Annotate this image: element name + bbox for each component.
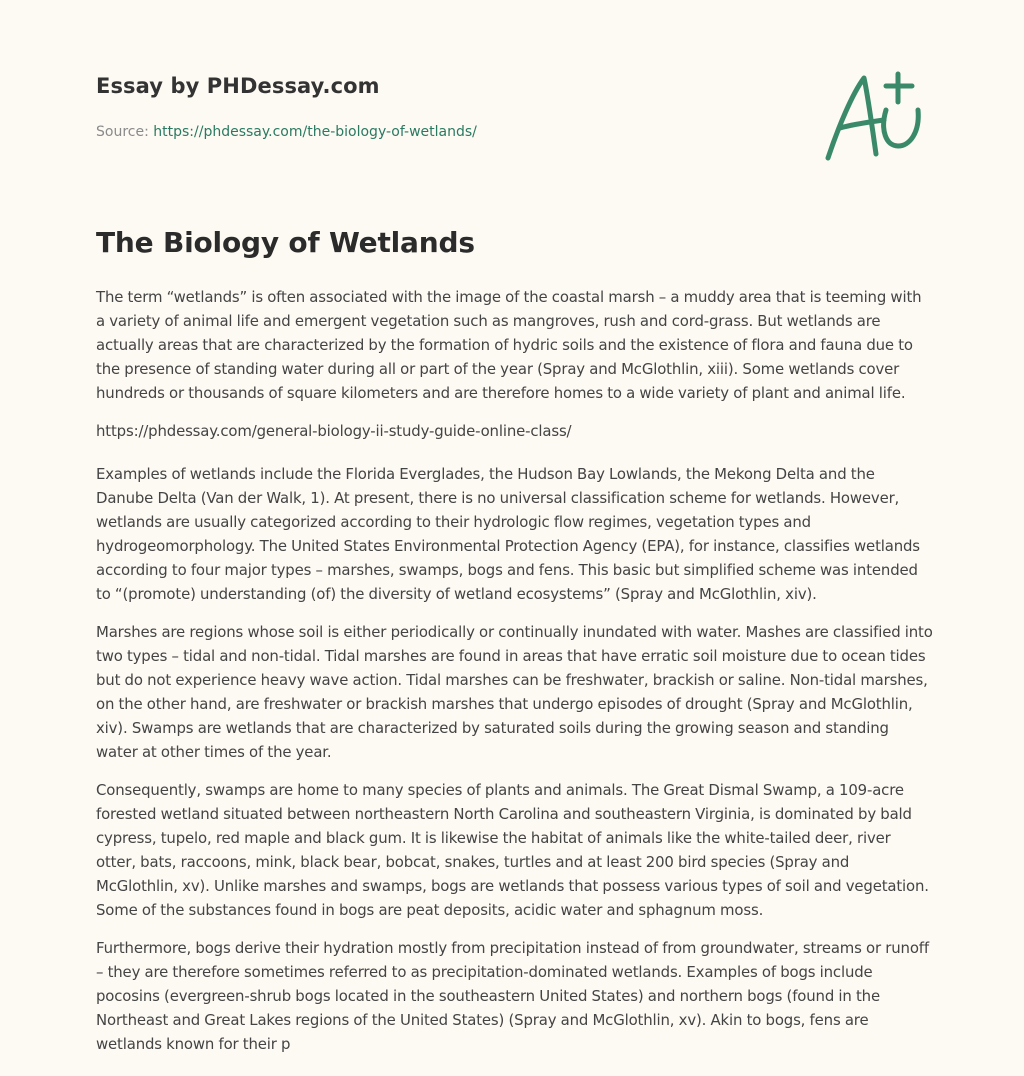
brand-title: Essay by PHDessay.com [96, 74, 380, 98]
source-label: Source: [96, 124, 154, 140]
source-link[interactable]: https://phdessay.com/the-biology-of-wetlands/ [153, 124, 477, 140]
essay-title: The Biology of Wetlands [96, 226, 475, 259]
a-plus-logo-icon [820, 66, 930, 166]
paragraph-3: Marshes are regions whose soil is either periodically or continually inundated with water. Mashes are classified into two types – tidal and non-tidal. Tidal marshes are found in areas that have erratic soil moisture due to ocean tides but do not experience heavy wave action. Tidal marshes can be freshwater, brackish or saline. Non-tidal marshes, on the other hand, are freshwater or brackish marshes that undergo episodes of drought (Spray and McGlothlin, xiv). Swamps are wetlands that are characterized by saturated soils during the growing season and standing water at other times of the year. [96, 623, 933, 761]
paragraph-4: Consequently, swamps are home to many species of plants and animals. The Great Dismal Swamp, a 109-acre forested wetland situated between northeastern North Carolina and southeastern Virginia, is dominated by bald cypress, tupelo, red maple and black gum. It is likewise the habitat of animals like the white-tailed deer, river otter, bats, raccoons, mink, black bear, bobcat, snakes, turtles and at least 200 bird species (Spray and McGlothlin, xv). Unlike marshes and swamps, bogs are wetlands that possess various types of soil and vegetation. Some of the substances found in bogs are peat deposits, acidic water and sphagnum moss. [96, 781, 929, 919]
a-plus-logo [820, 66, 930, 166]
paragraph-5: Furthermore, bogs derive their hydration mostly from precipitation instead of from groundwater, streams or runoff – they are therefore sometimes referred to as precipitation-dominated wetlands. Examples of bogs include pocosins (evergreen-shrub bogs located in the southeastern United States) and northern bogs (found in the Northeast and Great Lakes regions of the United States) (Spray and McGlothlin, xv). Akin to bogs, fens are wetlands known for their p [96, 939, 929, 1053]
paragraph-1: The term “wetlands” is often associated with the image of the coastal marsh – a muddy area that is teeming with a variety of animal life and emergent vegetation such as mangroves, rush and cord-grass. But wetlands are actually areas that are characterized by the formation of hydric soils and the existence of flora and fauna due to the presence of standing water during all or part of the year (Spray and McGlothlin, xiii). Some wetlands cover hundreds or thousands of square kilometers and are therefore homes to a wide variety of plant and animal life. [96, 288, 922, 402]
related-link-paragraph: https://phdessay.com/general-biology-ii-study-guide-online-class/ [96, 422, 572, 440]
essay-body [96, 285, 934, 1070]
paragraph-2: Examples of wetlands include the Florida Everglades, the Hudson Bay Lowlands, the Mekong Delta and the Danube Delta (Van der Walk, 1). At present, there is no universal classification scheme for wetlands. However, wetlands are usually categorized according to their hydrologic flow regimes, vegetation types and hydrogeomorphology. The United States Environmental Protection Agency (EPA), for instance, classifies wetlands according to four major types – marshes, swamps, bogs and fens. This basic but simplified scheme was intended to “(promote) understanding (of) the diversity of wetland ecosystems” (Spray and McGlothlin, xiv). [96, 465, 920, 603]
source-line [96, 124, 477, 140]
site-header [96, 74, 796, 140]
